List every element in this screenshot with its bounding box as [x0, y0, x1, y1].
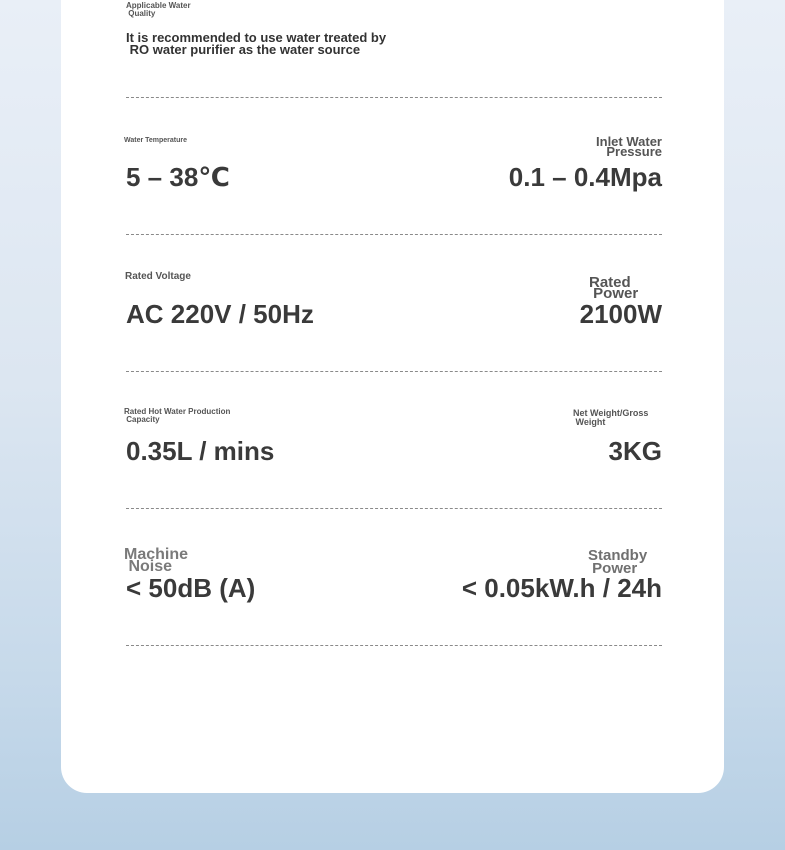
- divider-5: [126, 645, 662, 646]
- hot-water-capacity-value: 0.35L / mins: [126, 436, 275, 466]
- water-quality-note: It is recommended to use water treated by RO water purifier as the water source: [126, 30, 387, 57]
- water-quality-label: Applicable Water Quality: [126, 1, 191, 18]
- net-weight-label: Net Weight/Gross Weight: [573, 408, 649, 427]
- rated-power-value: 2100W: [579, 299, 662, 329]
- machine-noise-label: Machine Noise: [124, 546, 189, 575]
- machine-noise-value: < 50dB (A): [126, 573, 256, 603]
- divider-3: [126, 371, 662, 372]
- water-temperature-value: 5 – 38℃: [126, 162, 230, 192]
- inlet-pressure-label: Inlet Water Pressure: [596, 134, 662, 159]
- standby-power-value: < 0.05kW.h / 24h: [461, 573, 662, 603]
- rated-voltage-value: AC 220V / 50Hz: [126, 299, 314, 329]
- water-temperature-label: Water Temperature: [124, 137, 188, 144]
- divider-2: [126, 234, 662, 235]
- net-weight-value: 3KG: [608, 436, 662, 466]
- hot-water-capacity-label: Rated Hot Water Production Capacity: [124, 407, 231, 424]
- divider-4: [126, 508, 662, 509]
- standby-power-label: Standby Power: [588, 547, 648, 577]
- inlet-pressure-value: 0.1 – 0.4Mpa: [508, 162, 662, 192]
- rated-power-label: Rated Power: [589, 274, 639, 302]
- spec-card: [61, 0, 724, 793]
- divider-1: [126, 97, 662, 98]
- rated-voltage-label: Rated Voltage: [125, 271, 191, 282]
